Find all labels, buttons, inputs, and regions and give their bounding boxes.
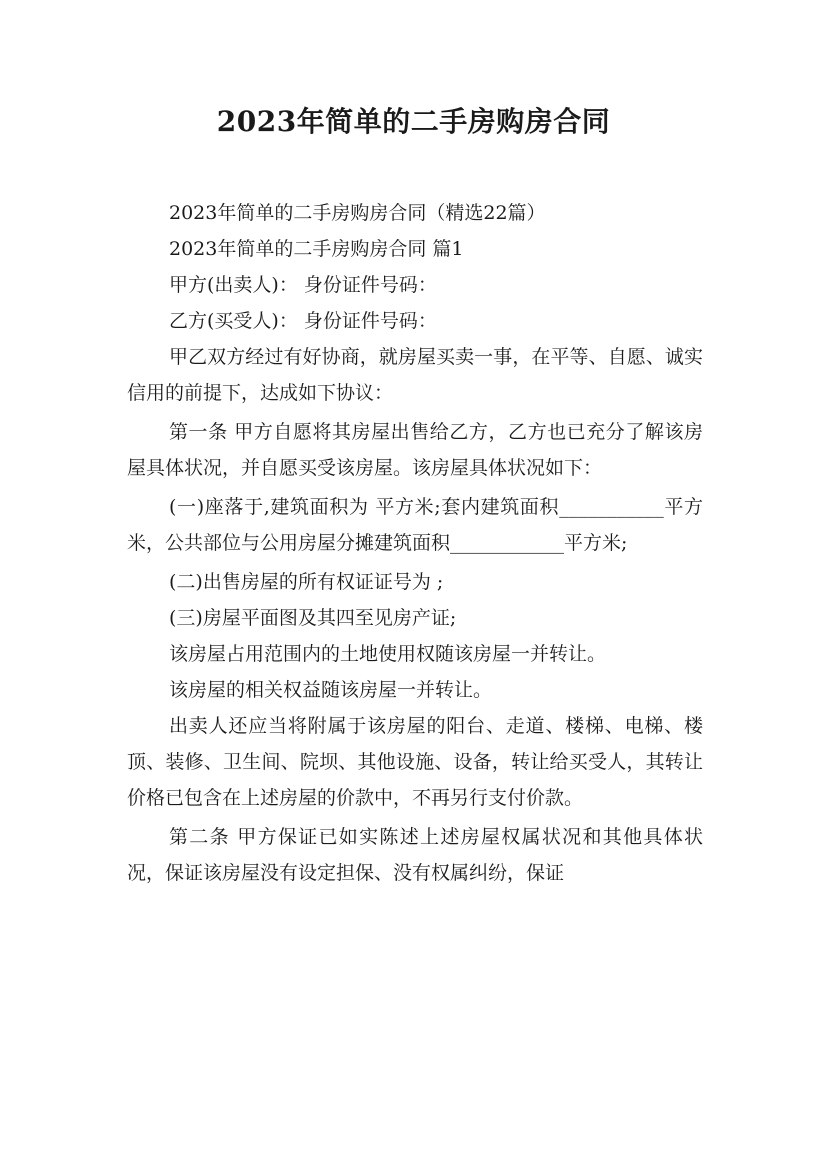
paragraph-section-heading: 2023年简单的二手房购房合同 篇1 [169,238,464,260]
document-body [127,195,703,891]
paragraph-article-2: 第二条 甲方保证已如实陈述上述房屋权属状况和其他具体状况，保证该房屋没有设定担保、没有权属纠纷，保证 [127,826,703,884]
paragraph-land-use: 该房屋占用范围内的土地使用权随该房屋一并转让。 [169,643,607,665]
paragraph-subtitle: 2023年简单的二手房购房合同（精选22篇） [169,202,546,224]
paragraph-party-a: 甲方(出卖人)： 身份证件号码： [169,274,437,296]
paragraph-rights: 该房屋的相关权益随该房屋一并转让。 [169,679,493,701]
document-title: 2023年简单的二手房购房合同 [216,105,611,138]
paragraph-item-1: (一)座落于,建筑面积为 平方米;套内建筑面积___________平方米，公共部位与公用房屋分摊建筑面积____________平方米; [127,496,703,554]
paragraph-item-3: (三)房屋平面图及其四至见房产证; [169,607,457,629]
paragraph-article-1: 第一条 甲方自愿将其房屋出售给乙方，乙方也已充分了解该房屋具体状况，并自愿买受该房屋。该房屋具体状况如下： [127,421,703,479]
paragraph-preamble: 甲乙双方经过有好协商，就房屋买卖一事，在平等、自愿、诚实信用的前提下，达成如下协议： [127,346,703,404]
paragraph-item-2: (二)出售房屋的所有权证证号为 ; [169,571,444,593]
paragraph-party-b: 乙方(买受人)： 身份证件号码： [169,310,437,332]
paragraph-attachments: 出卖人还应当将附属于该房屋的阳台、走道、楼梯、电梯、楼顶、装修、卫生间、院坝、其他设施、设备，转让给买受人，其转让价格已包含在上述房屋的价款中，不再另行支付价款。 [127,715,703,809]
